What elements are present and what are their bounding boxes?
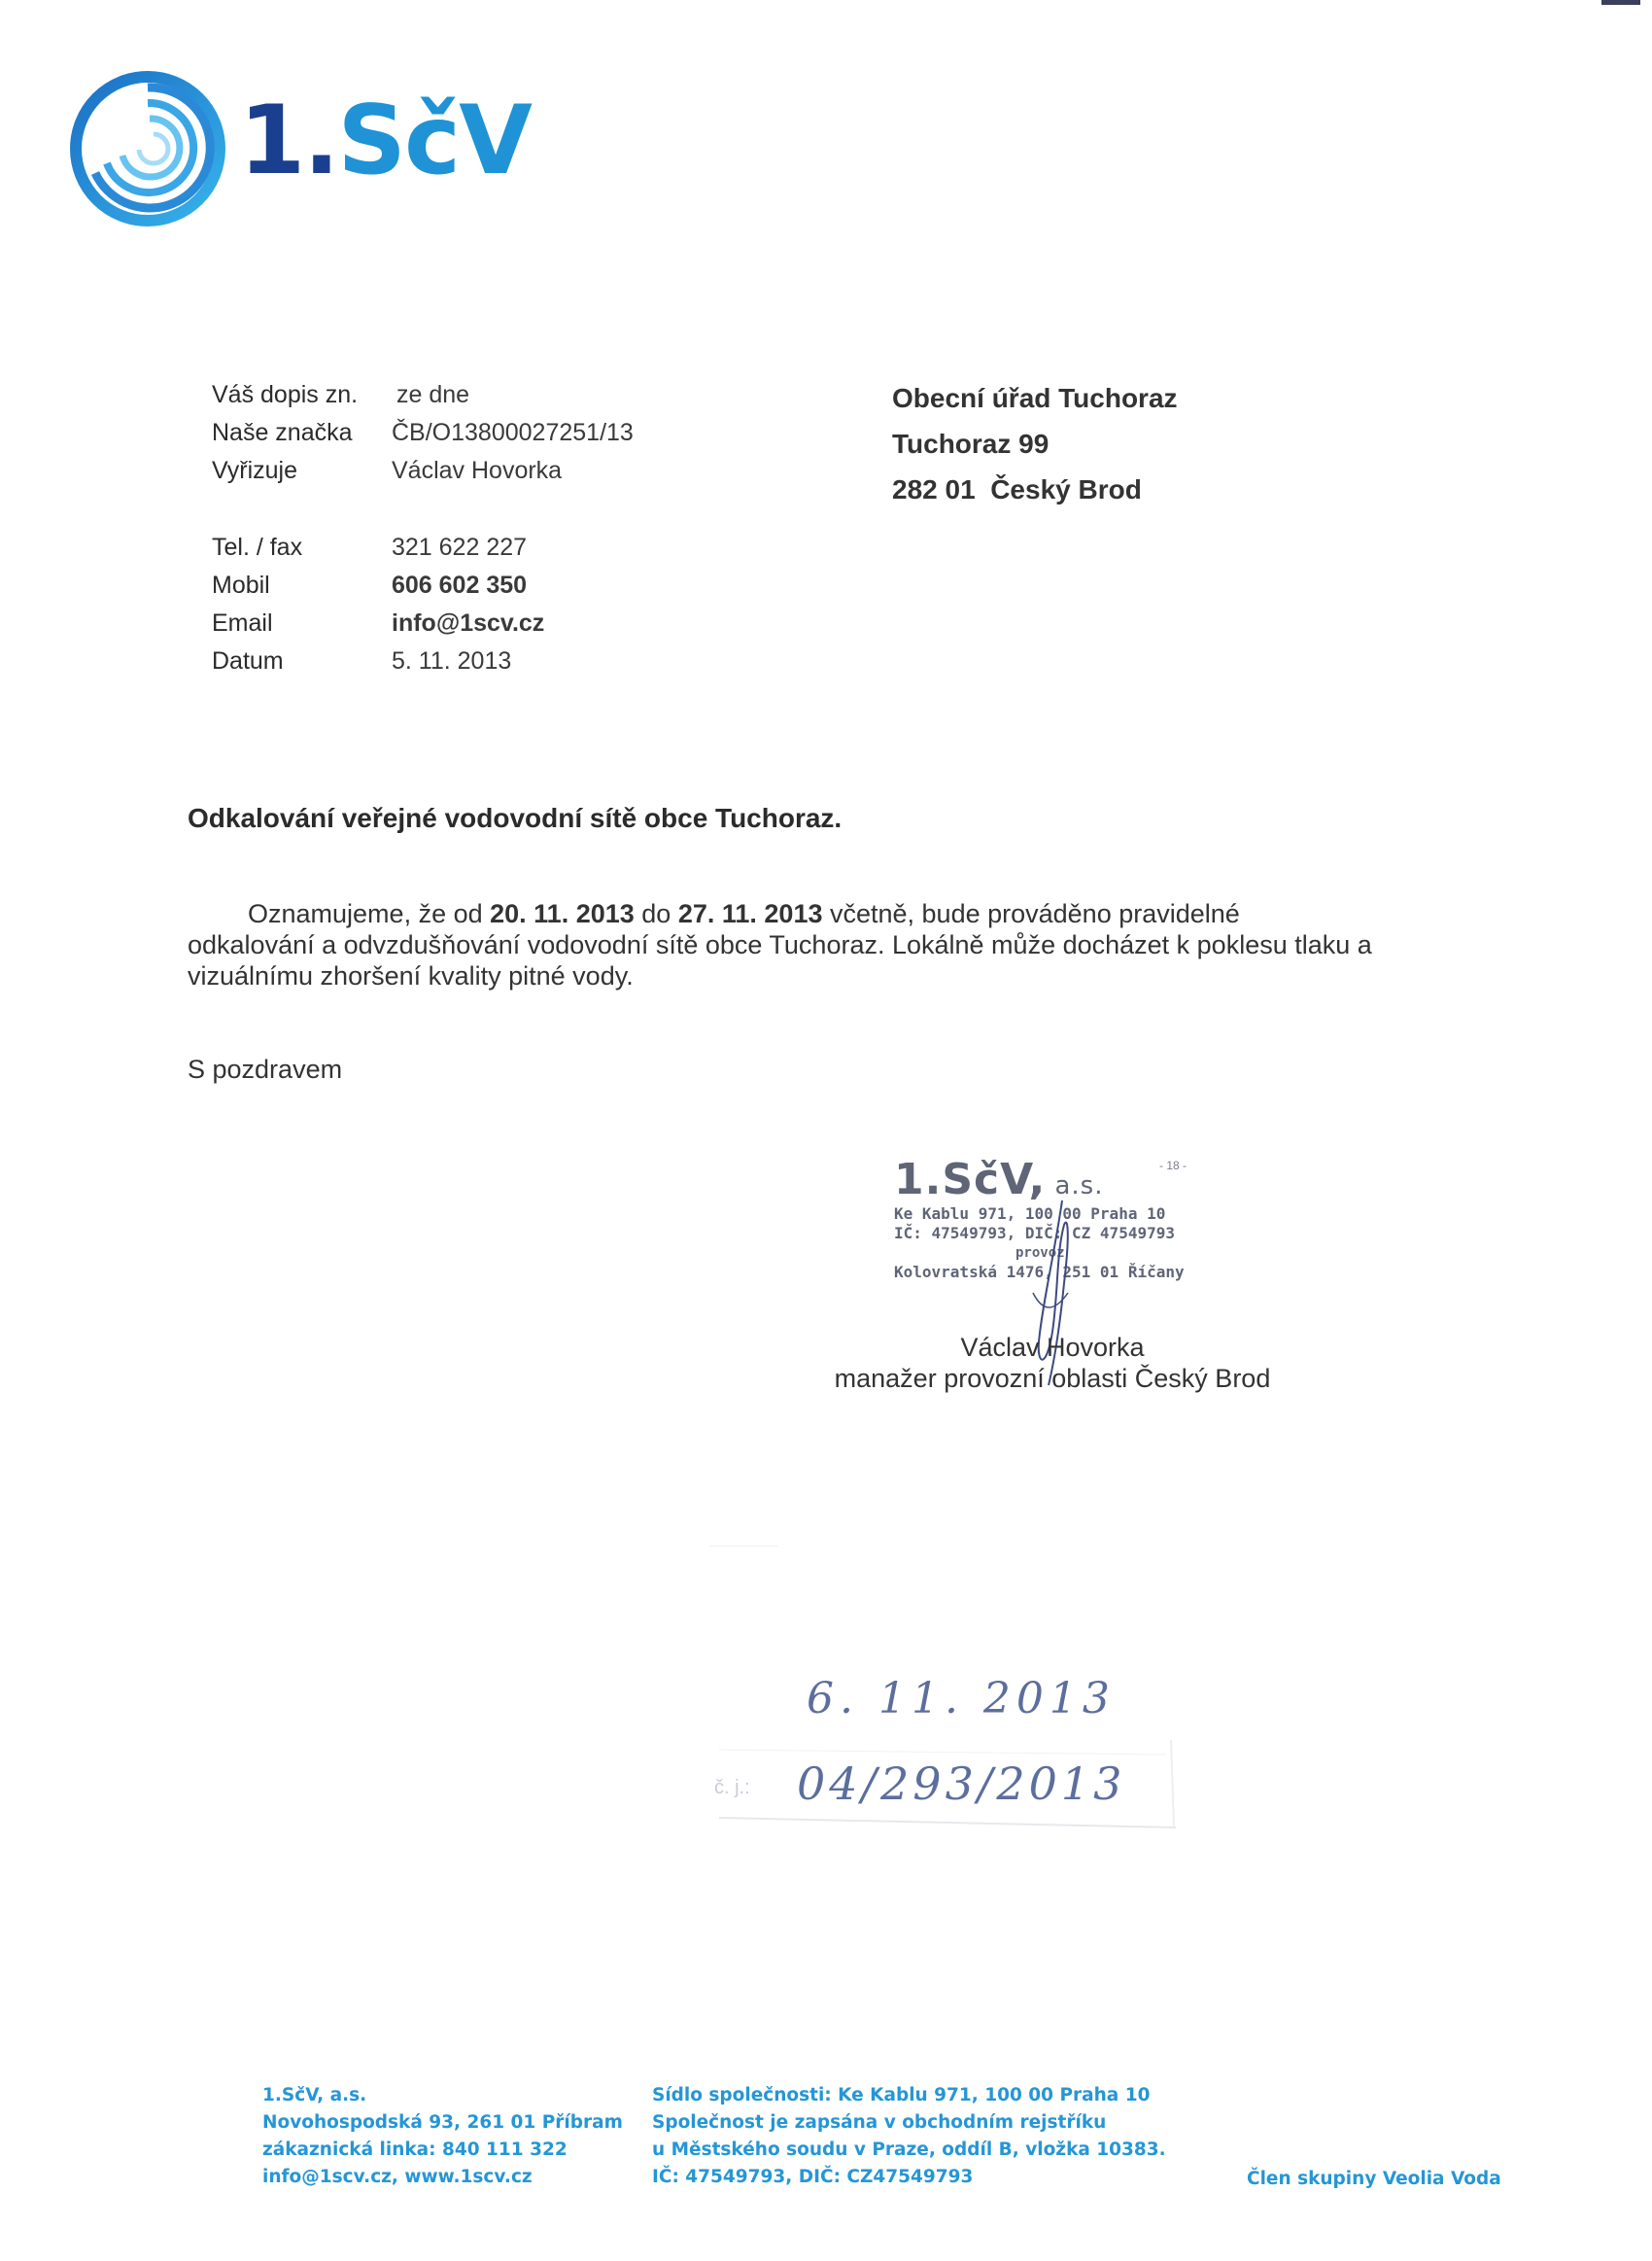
- date-from: 20. 11. 2013: [490, 899, 635, 928]
- letter-subject: Odkalování veřejné vodovodní sítě obce Tuchoraz.: [188, 803, 843, 833]
- recipient-line-3: 282 01 Český Brod: [892, 474, 1142, 504]
- contact-block: [212, 529, 544, 680]
- recipient-line-2: Tuchoraz 99: [892, 429, 1050, 459]
- company-logo: [66, 66, 542, 231]
- signer-block: [819, 1332, 1286, 1394]
- recipient-line-1: Obecní úřad Tuchoraz: [892, 383, 1178, 413]
- registration-date: 6. 11. 2013: [807, 1674, 1116, 1723]
- contact-row-email: Email info@1scv.cz: [212, 609, 545, 637]
- ref-row-handled-by: Vyřizuje Václav Hovorka: [212, 457, 563, 484]
- company-stamp: 1.SčV, a.s. Ke Kablu 971, 100 00 Praha 10 IČ: 47549793, DIČ: CZ 47549793 provoz Kolovratská 1476, 251 01 Říčany: [894, 1155, 1185, 1281]
- greeting: S pozdravem: [188, 1055, 343, 1084]
- footer-company: 1.SčV, a.s. Novohospodská 93, 261 01 Příbram zákaznická linka: 840 111 322 info@1scv.cz, www.1scv.cz: [262, 2085, 623, 2187]
- stamp-number: - 18 -: [1159, 1159, 1187, 1172]
- body-line-3: vizuálnímu zhoršení kvality pitné vody.: [188, 961, 634, 991]
- body-line-2: odkalování a odvzdušňování vodovodní sítě obce Tuchoraz. Lokálně může docházet k poklesu tlaku a: [188, 930, 1372, 959]
- body-line-1: Oznamujeme, že od 20. 11. 2013 do 27. 11. 2013 včetně, bude prováděno pravidelné: [248, 899, 1240, 928]
- footer-group-membership: Člen skupiny Veolia Voda: [1247, 2169, 1501, 2189]
- contact-row-mobile: Mobil 606 602 350: [212, 572, 528, 599]
- footer-registered-seat: Sídlo společnosti: Ke Kablu 971, 100 00 Praha 10 Společnost je zapsána v obchodním rejstříku u Městského soudu v Praze, oddíl B, vložka 10383. IČ: 47549793, DIČ: CZ47549793: [652, 2085, 1166, 2187]
- signer-title: manažer provozní oblasti Český Brod: [834, 1364, 1271, 1393]
- ref-row-your-letter: Váš dopis zn. ze dne: [212, 381, 470, 408]
- registration-label: č. j.:: [714, 1777, 750, 1798]
- scan-corner-mark: [1601, 0, 1640, 5]
- date-to: 27. 11. 2013: [677, 899, 823, 928]
- logo-wordmark: 1.SčV: [239, 86, 531, 196]
- contact-row-phone: Tel. / fax 321 622 227: [212, 534, 528, 561]
- signer-name: Václav Hovorka: [960, 1333, 1145, 1362]
- logo-swirl-icon: [66, 66, 231, 231]
- ref-row-our-ref: Naše značka ČB/O13800027251/13: [212, 419, 634, 446]
- reference-block: [212, 376, 634, 490]
- letter-body: [188, 898, 1451, 991]
- registration-number: 04/293/2013: [797, 1757, 1126, 1810]
- contact-row-date: Datum 5. 11. 2013: [212, 647, 512, 675]
- recipient-address: [892, 375, 1178, 512]
